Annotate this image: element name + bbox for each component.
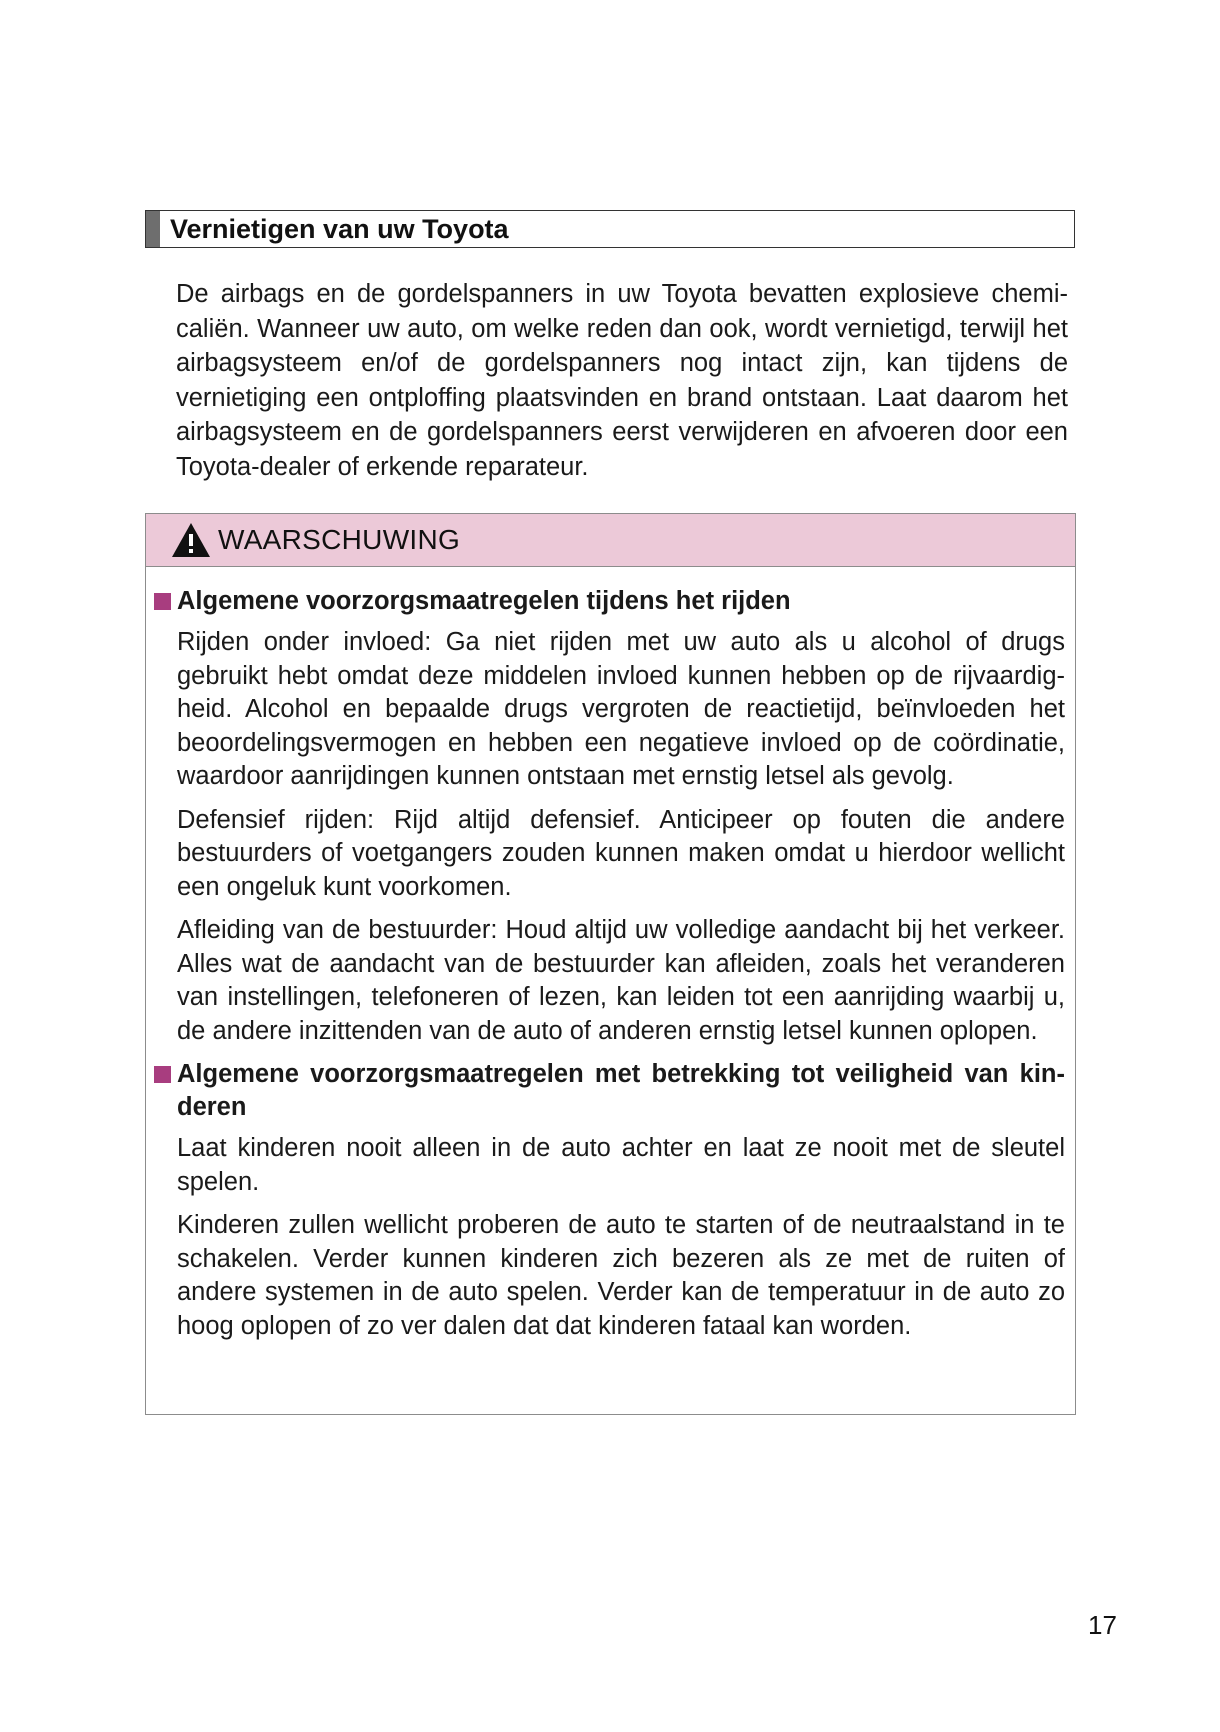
warning-label: WAARSCHUWING xyxy=(218,524,461,555)
intro-paragraph: De airbags en de gordelspanners in uw Toyota bevatten explosieve chemicaliën. Wanneer uw auto, om welke reden dan ook, wordt vernietigd, terwijl het airbagsysteem en/of de gordelspanners nog intact zijn, kan tijdens de vernietiging een ontploffing plaatsvinden en brand ontstaan. Laat daarom het airbagsysteem en de gordelspanners eerst verwijderen en afvoeren door een Toyota-dealer of erkende reparateur. xyxy=(176,280,1068,481)
warning-paragraph: Afleiding van de bestuurder: Houd altijd uw volledige aandacht bij het verkeer. Alles wat de aandacht van de bestuurder kan afleiden, zoals het veranderen van instellingen, telefoneren of lezen, kan leiden tot een aanrijding waarbij u, de andere inzittenden van de auto of anderen ernstig letsel kunnen oplopen. xyxy=(177,916,1065,1045)
square-bullet-icon xyxy=(154,1066,171,1083)
warning-body xyxy=(146,567,1075,1343)
warning-box xyxy=(145,513,1076,1415)
warning-header xyxy=(146,514,1075,567)
intro-paragraph-block xyxy=(176,277,1068,484)
warning-paragraph: Defensief rijden: Rijd altijd defensief. Anticipeer op fouten die andere bestuurders of voetgangers zouden kunnen maken omdat u hierdoor wellicht een ongeluk kunt voorkomen. xyxy=(177,805,1065,901)
warning-triangle-icon xyxy=(170,521,212,559)
warning-paragraph: Kinderen zullen wellicht proberen de auto te starten of de neutraalstand in te schakelen. Verder kunnen kinderen zich bezeren als ze met de ruiten of andere systemen in de auto spelen. Verder kan de temperatuur in de auto zo hoog oplopen of zo ver dalen dat dat kinderen fataal kan worden. xyxy=(177,1211,1065,1340)
section-title-bar xyxy=(146,211,160,247)
warning-paragraph: Laat kinderen nooit alleen in de auto achter en laat ze nooit met de sleutel spelen. xyxy=(177,1134,1065,1196)
section-title-box xyxy=(145,210,1075,248)
square-bullet-icon xyxy=(154,593,171,610)
section-title: Vernietigen van uw Toyota xyxy=(170,213,509,244)
warning-paragraph: Rijden onder invloed: Ga niet rijden met uw auto als u alcohol of drugs gebruikt hebt omdat deze middelen invloed kunnen hebben op de rijvaardigheid. Alcohol en bepaalde drugs vergroten de reactietijd, beïnvloeden het beoordelingsvermogen en hebben een negatieve invloed op de coördinatie, waardoor aanrijdingen kunnen ontstaan met ernstig letsel als gevolg. xyxy=(177,628,1065,790)
warning-subheading xyxy=(154,1058,1065,1124)
page-number: 17 xyxy=(1088,1610,1117,1640)
warning-subheading xyxy=(154,585,1065,618)
subheading-text: Algemene voorzorgsmaatregelen met betrekking tot veiligheid van kinderen xyxy=(177,1060,1065,1121)
subheading-text: Algemene voorzorgsmaatregelen tijdens het rijden xyxy=(177,587,791,615)
